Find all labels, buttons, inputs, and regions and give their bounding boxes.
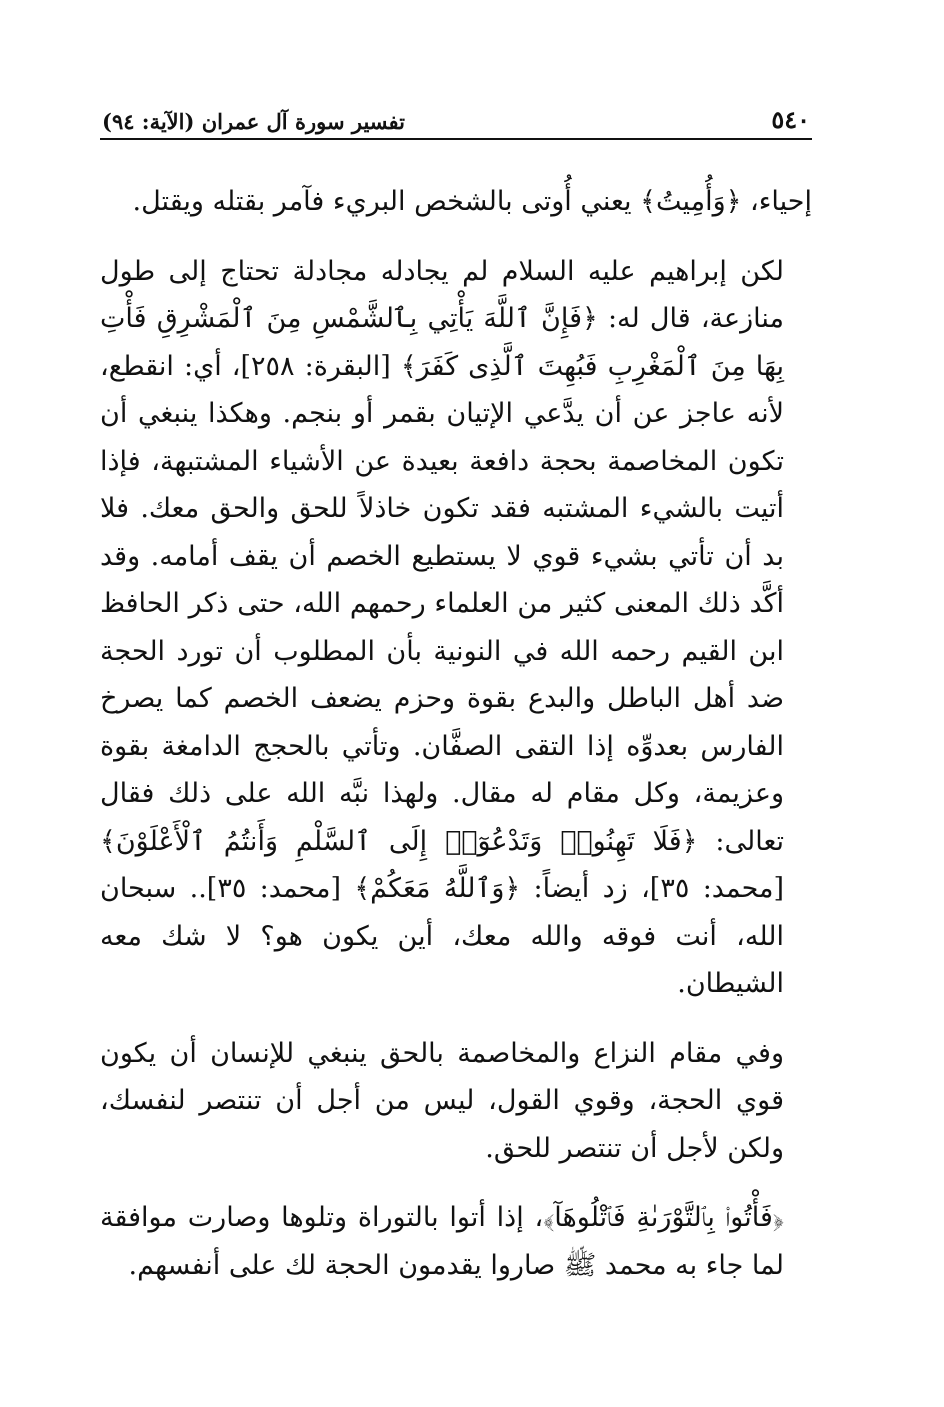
book-page bbox=[100, 92, 812, 1289]
running-title: تفسير سورة آل عمران (الآية: ٩٤) bbox=[102, 109, 405, 134]
page-header bbox=[100, 92, 812, 140]
page-body bbox=[100, 178, 812, 1289]
page-number: ٥٤٠ bbox=[771, 105, 810, 134]
paragraph: لكن إبراهيم عليه السلام لم يجادله مجادلة تحتاج إلى طول منازعة، قال له: ﴿فَإِنَّ ٱللَّهَ يَأْتِي بِٱلشَّمْسِ مِنَ ٱلْمَشْرِقِ فَأْتِ بِهَا مِنَ ٱلْمَغْرِبِ فَبُهِتَ ٱلَّذِى كَفَرَ﴾ [البقرة: ٢٥٨]، أي: انقطع، لأنه عاجز عن أن يدَّعي الإتيان بقمر أو بنجم. وهكذا ينبغي أن تكون المخاصمة بحجة دافعة بعيدة عن الأشياء المشتبهة، فإذا أتيت بالشيء المشتبه فقد تكون خاذلاً للحق والحق معك. فلا بد أن تأتي بشيء قوي لا يستطيع الخصم أن يقف أمامه. وقد أكَّد ذلك المعنى كثير من العلماء رحمهم الله، حتى ذكر الحافظ ابن القيم رحمه الله في النونية بأن المطلوب أن تورد الحجة ضد أهل الباطل والبدع بقوة وحزم يضعف الخصم كما يصرخ الفارس بعدوِّه إذا التقى الصفَّان. وتأتي بالحجج الدامغة بقوة وعزيمة، وكل مقام له مقال. ولهذا نبَّه الله على ذلك فقال تعالى: ﴿فَلَا تَهِنُوا۟ وَتَدْعُوٓا۟ إِلَى ٱلسَّلْمِ وَأَنتُمُ ٱلْأَعْلَوْنَ﴾ [محمد: ٣٥]، زد أيضاً: ﴿وَٱللَّهُ مَعَكُمْ﴾ [محمد: ٣٥].. سبحان الله، أنت فوقه والله معك، أين يكون هو؟ لا شك معه الشيطان. bbox=[100, 255, 784, 999]
paragraph: وفي مقام النزاع والمخاصمة بالحق ينبغي للإنسان أن يكون قوي الحجة، وقوي القول، ليس من أجل أن تنتصر لنفسك، ولكن لأجل أن تنتصر للحق. bbox=[100, 1037, 784, 1164]
paragraph: إحياء، ﴿وَأُمِيتُ﴾ يعني أُوتى بالشخص البريء فآمر بقتله ويقتل. bbox=[132, 186, 812, 217]
paragraph: ﴿فَأْتُوا۟ بِٱلتَّوْرَىٰةِ فَٱتْلُوهَآ﴾، إذا أتوا بالتوراة وتلوها وصارت موافقة لما جاء به محمد ﷺ صاروا يقدمون الحجة لك على أنفسهم. bbox=[100, 1202, 784, 1281]
